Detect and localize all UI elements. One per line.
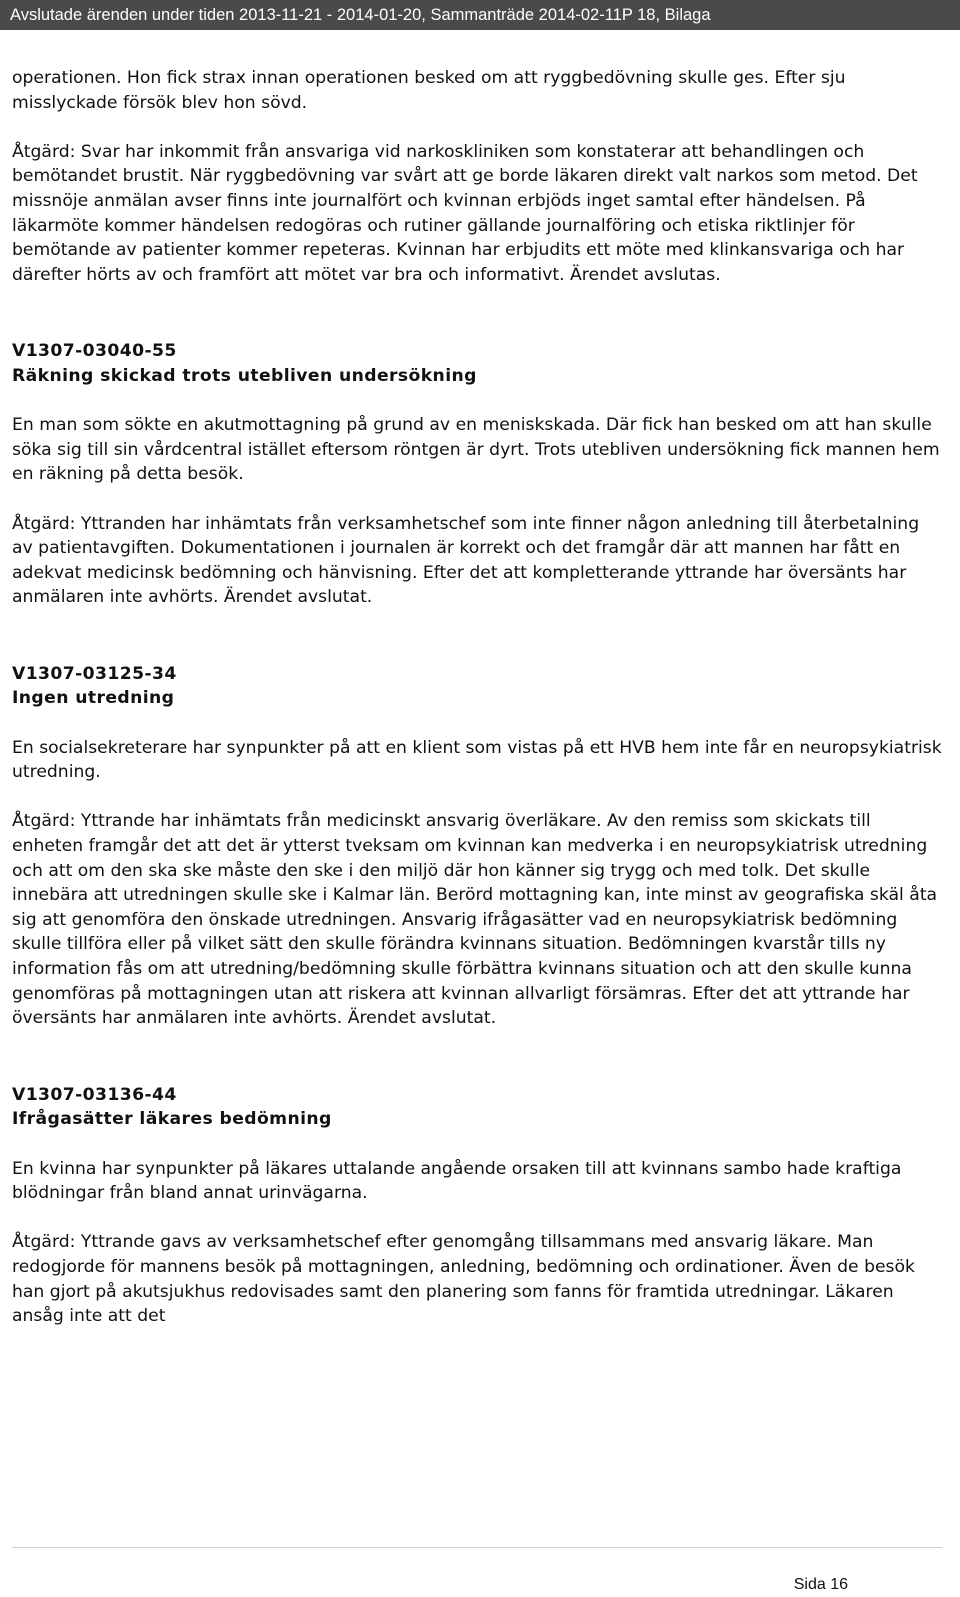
document-body xyxy=(12,66,942,1329)
case-section xyxy=(12,339,942,610)
page-number: Sida 16 xyxy=(793,1576,848,1593)
document-header: Avslutade ärenden under tiden 2013-11-21 - 2014-01-20, Sammanträde 2014-02-11P 18, Bilaga xyxy=(0,0,960,30)
case-complaint: En man som sökte en akutmottagning på grund av en meniskskada. Där fick han besked om att han skulle söka sig till sin vårdcentral istället eftersom röntgen är dyrt. Trots utebliven undersökning fick mannen hem en räkning på detta besök. xyxy=(12,415,940,485)
case-title: Ifrågasätter läkares bedömning xyxy=(12,1109,332,1130)
case-id: V1307-03136-44 xyxy=(12,1084,177,1105)
case-title: Räkning skickad trots utebliven undersökning xyxy=(12,365,477,386)
case-complaint: En kvinna har synpunkter på läkares uttalande angående orsaken till att kvinnans sambo hade kraftiga blödningar från bland annat urinvägarna. xyxy=(12,1158,902,1204)
case-id: V1307-03040-55 xyxy=(12,341,177,362)
case-action: Åtgärd: Yttrande har inhämtats från medicinskt ansvarig överläkare. Av den remiss som skickats till enheten framgår det att det är ytterst tveksam om kvinnan kan medverka i en neuropsykiatrisk utredning och att om den ska ske måste den ske i den miljö där hon känner sig trygg och med tolk. Det skulle innebära att utredningen skulle ske i Kalmar län. Berörd mottagning kan, inte minst av geografiska skäl åta sig att genomföra den önskade utredningen. Ansvarig ifrågasätter vad en neuropsykiatrisk bedömning skulle tillföra eller på vilket sätt den skulle förändra kvinnans situation. Bedömningen kvarstår tills ny information fås om att utredning/bedömning skulle förbättra kvinnans situation och att den skulle kunna genomföras på mottagningen utan att riskera att kvinnan allvarligt försämras. Efter det att yttrande har översänts har anmälaren inte avhörts. Ärendet avslutat. xyxy=(12,811,938,1029)
case-title: Ingen utredning xyxy=(12,688,175,709)
case-action: Åtgärd: Yttranden har inhämtats från verksamhetschef som inte finner någon anledning till återbetalning av patientavgiften. Dokumentationen i journalen är korrekt och det framgår där att mannen har fått en adekvat medicinsk bedömning och hänvisning. Efter det att kompletterande yttrande har översänts har anmälaren inte avhörts. Ärendet avslutat. xyxy=(12,513,920,608)
footer-divider xyxy=(12,1547,942,1548)
intro-paragraph-2: Åtgärd: Svar har inkommit från ansvariga vid narkoskliniken som konstaterar att behandlingen och bemötandet brustit. När ryggbedövning var svårt att ge borde läkaren direkt valt narkos som metod. Det missnöje anmälan avser finns inte journalfört och kvinnan erbjöds inget samtal efter händelsen. På läkarmöte kommer händelsen redogöras och rutiner gällande journalföring och etiska riktlinjer för bemötande av patienter kommer repeteras. Kvinnan har erbjudits ett möte med klinkansvariga och har därefter hörts av och framfört att mötet var bra och informativt. Ärendet avslutas. xyxy=(12,141,918,285)
case-section xyxy=(12,662,942,1031)
case-section xyxy=(12,1083,942,1329)
case-id: V1307-03125-34 xyxy=(12,663,177,684)
case-complaint: En socialsekreterare har synpunkter på att en klient som vistas på ett HVB hem inte får en neuropsykiatrisk utredning. xyxy=(12,737,942,783)
intro-paragraph-1: operationen. Hon fick strax innan operationen besked om att ryggbedövning skulle ges. Efter sju misslyckade försök blev hon sövd. xyxy=(12,68,846,113)
case-action: Åtgärd: Yttrande gavs av verksamhetschef efter genomgång tillsammans med ansvarig läkare. Man redogjorde för mannens besök på mottagningen, anledning, bedömning och ordinationer. Även de besök han gjort på akutsjukhus redovisades samt den planering som fanns för framtida utredningar. Läkaren ansåg inte att det xyxy=(12,1232,915,1327)
